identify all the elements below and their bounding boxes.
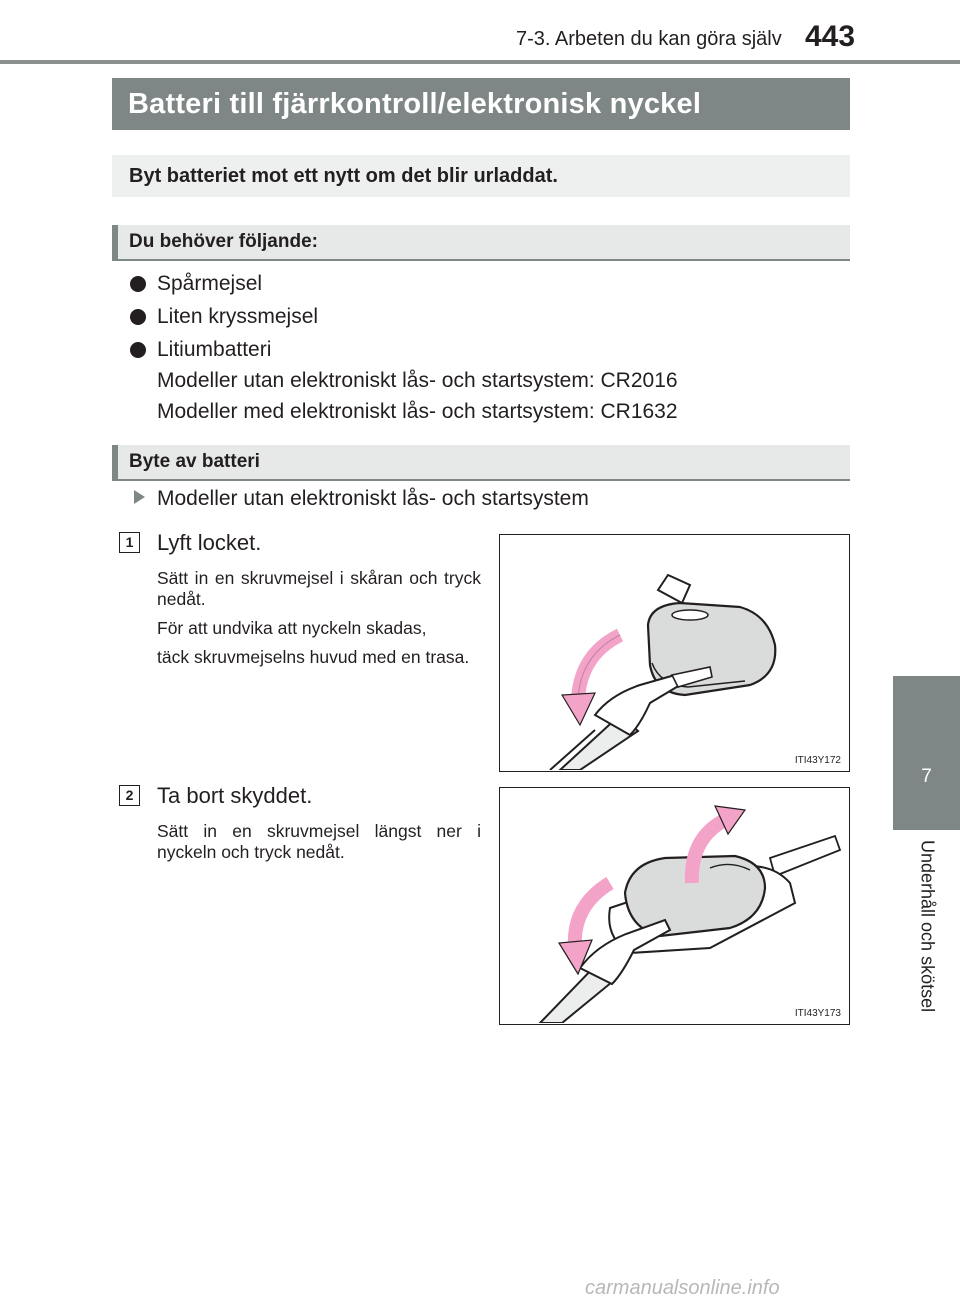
figure-step-1 xyxy=(499,534,850,772)
triangle-bullet-icon xyxy=(134,490,145,504)
chapter-tab-title xyxy=(893,840,960,1040)
chapter-tab-number: 7 xyxy=(893,676,960,830)
battery-detail: Modeller utan elektroniskt lås- och startsystem: CR2016 xyxy=(157,369,678,392)
list-item xyxy=(130,334,850,365)
footer-watermark: carmanualsonline.info xyxy=(585,1277,780,1299)
bullet-icon xyxy=(130,276,146,292)
chapter-tab-title-text: Underhåll och skötsel xyxy=(917,840,937,1013)
step-number-1: 1 xyxy=(119,532,140,553)
key-remove-cover-illustration xyxy=(500,788,848,1023)
bullet-icon xyxy=(130,342,146,358)
step-1-desc-line: Sätt in en skruvmejsel i skåran och tryck nedåt. xyxy=(157,568,481,609)
page-title-bar xyxy=(112,78,850,130)
needs-list xyxy=(130,268,850,427)
needs-heading-bar xyxy=(112,225,850,261)
step-1-description xyxy=(157,568,481,676)
intro-text: Byt batteriet mot ett nytt om det blir urladdat. xyxy=(129,165,558,187)
intro-box xyxy=(112,155,850,197)
page-title: Batteri till fjärrkontroll/elektronisk nyckel xyxy=(128,88,702,120)
list-item-text: Liten kryssmejsel xyxy=(157,305,319,328)
bullet-icon xyxy=(130,309,146,325)
figure-code: ITI43Y173 xyxy=(794,1008,841,1019)
list-item-text: Litiumbatteri xyxy=(157,338,272,361)
model-line xyxy=(134,487,589,511)
needs-heading: Du behöver följande: xyxy=(129,231,318,252)
step-2-title: Ta bort skyddet. xyxy=(157,783,313,808)
step-2-description xyxy=(157,821,481,871)
list-item xyxy=(130,268,850,299)
step-number-2: 2 xyxy=(119,785,140,806)
step-1-desc-line: För att undvika att nyckeln skadas, xyxy=(157,618,427,638)
header-section-title: 7-3. Arbeten du kan göra själv xyxy=(516,28,782,50)
replace-heading: Byte av batteri xyxy=(129,451,260,472)
page-number: 443 xyxy=(805,20,856,53)
header-divider xyxy=(0,60,960,64)
list-item xyxy=(130,301,850,332)
step-1-desc-line: täck skruvmejselns huvud med en trasa. xyxy=(157,647,470,667)
key-open-cover-illustration xyxy=(500,535,848,770)
step-1-title: Lyft locket. xyxy=(157,530,262,555)
replace-heading-bar xyxy=(112,445,850,481)
list-item-text: Spårmejsel xyxy=(157,272,263,295)
step-2-desc-line: Sätt in en skruvmejsel längst ner i nyckeln och tryck nedåt. xyxy=(157,821,481,862)
battery-detail: Modeller med elektroniskt lås- och startsystem: CR1632 xyxy=(157,400,678,423)
figure-step-2 xyxy=(499,787,850,1025)
figure-code: ITI43Y172 xyxy=(794,755,841,766)
model-line-text: Modeller utan elektroniskt lås- och startsystem xyxy=(157,487,589,510)
